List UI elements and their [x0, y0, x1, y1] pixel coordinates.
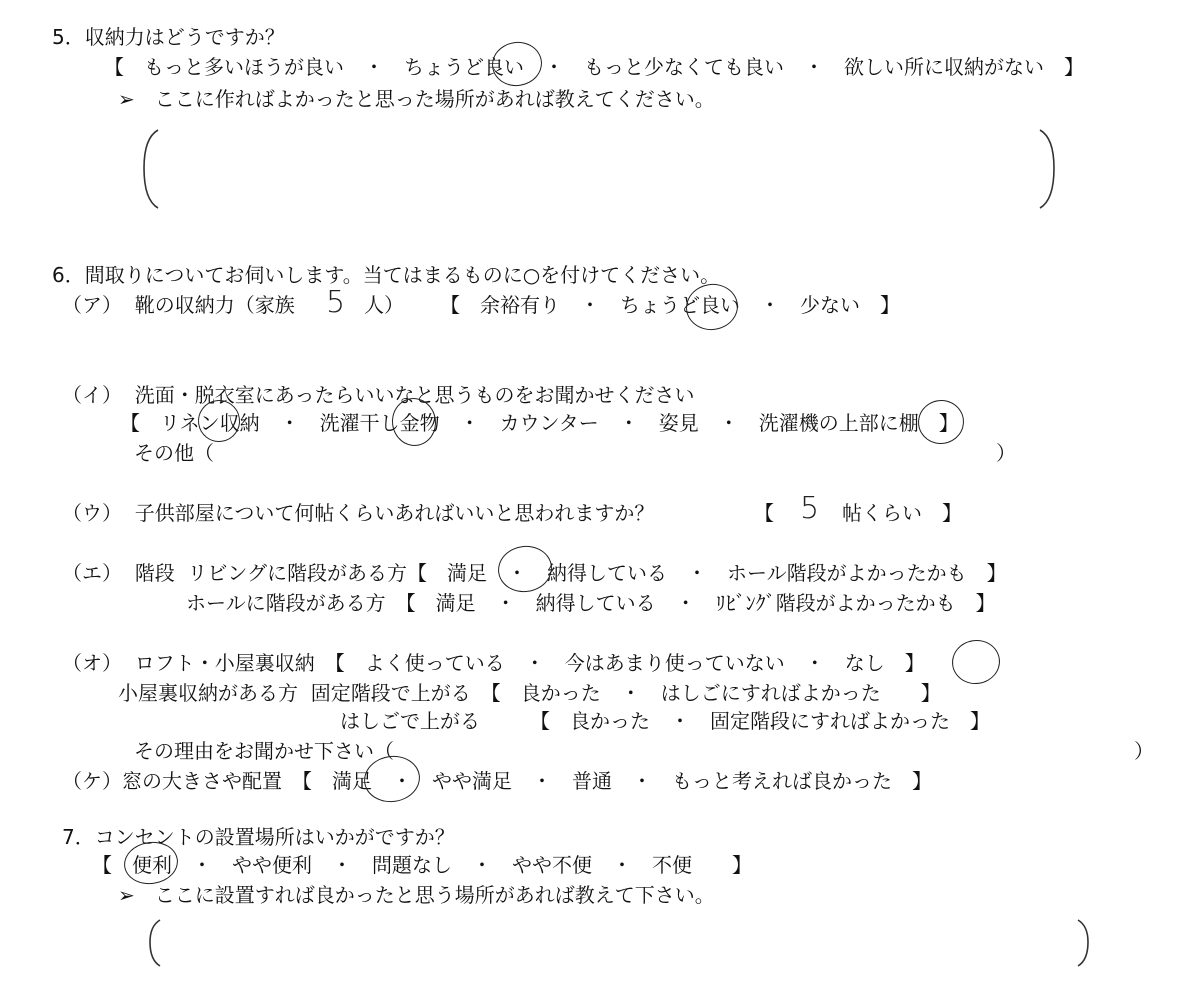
q6e-label: （エ） 階段 リビングに階段がある方【 満足 ・ 納得している ・ ホール階段がよかったかも 】	[62, 561, 1007, 585]
circle-q5-choudo-yoi	[489, 39, 545, 90]
circle-q6o-nashi	[949, 637, 1003, 687]
q6o-line2: 小屋裏収納がある方 固定階段で上がる 【 良かった ・ はしごにすればよかった 】	[118, 681, 941, 705]
q6ke-label: （ケ）窓の大きさや配置 【 満足 ・ やや満足 ・ 普通 ・ もっと考えれば良かった 】	[62, 769, 932, 793]
q6i-options: 【 リネン収納 ・ 洗濯干し金物 ・ カウンター ・ 姿見 ・ 洗濯機の上部に棚 】	[120, 411, 959, 435]
q6i-other-label: その他（	[134, 441, 214, 465]
q6a-label-end: 人）	[364, 293, 404, 317]
q6-title: 6．間取りについてお伺いします。当てはまるものに○を付けてください。	[52, 263, 721, 287]
q5-title: 5．収納力はどうですか？	[52, 25, 285, 49]
q6o-reason-close: ）	[1134, 739, 1154, 763]
circle-q6i-jobu	[915, 397, 967, 447]
q7-options: 【 便利 ・ やや便利 ・ 問題なし ・ やや不便 ・ 不便 】	[92, 853, 752, 877]
q6a-label: （ア） 靴の収納力（家族	[62, 293, 295, 317]
q6u-label: （ウ） 子供部屋について何帖くらいあればいいと思われますか？	[62, 501, 655, 525]
q6u-open: 【	[754, 501, 774, 525]
q6u-value: 5	[800, 491, 820, 526]
q6e-line2: ホールに階段がある方 【 満足 ・ 納得している ・ ﾘﾋﾞﾝｸﾞ階段がよかったかも 】	[186, 591, 996, 615]
q6o-reason-label: その理由をお聞かせ下さい（	[134, 739, 394, 763]
circle-q6a-choudo-yoi	[683, 281, 741, 334]
q7-title: 7．コンセントの設置場所はいかがですか？	[62, 825, 455, 849]
q6i-other-close: ）	[996, 441, 1016, 465]
q6a-options: 【 余裕有り ・ ちょうど良い ・ 少ない 】	[440, 293, 900, 317]
q6i-label: （イ） 洗面・脱衣室にあったらいいなと思うものをお聞かせください	[62, 383, 695, 407]
q5-options: 【 もっと多いほうが良い ・ ちょうど良い ・ もっと少なくても良い ・ 欲しい所に収納がない 】	[104, 55, 1084, 79]
circle-q6e-manzoku	[495, 542, 555, 595]
q6o-line3: はしごで上がる 【 良かった ・ 固定階段にすればよかった 】	[340, 709, 990, 733]
q5-answer-box	[140, 128, 1060, 212]
q6a-family-count: 5	[326, 285, 346, 320]
q5-followup: ➢ ここに作ればよかったと思った場所があれば教えてください。	[118, 87, 715, 111]
q6o-label: （オ） ロフト・小屋裏収納 【 よく使っている ・ 今はあまり使っていない ・ なし 】	[62, 651, 925, 675]
q7-followup: ➢ ここに設置すれば良かったと思う場所があれば教えて下さい。	[118, 883, 715, 907]
q6u-unit: 帖くらい 】	[842, 501, 962, 525]
q7-answer-box	[146, 918, 1092, 970]
